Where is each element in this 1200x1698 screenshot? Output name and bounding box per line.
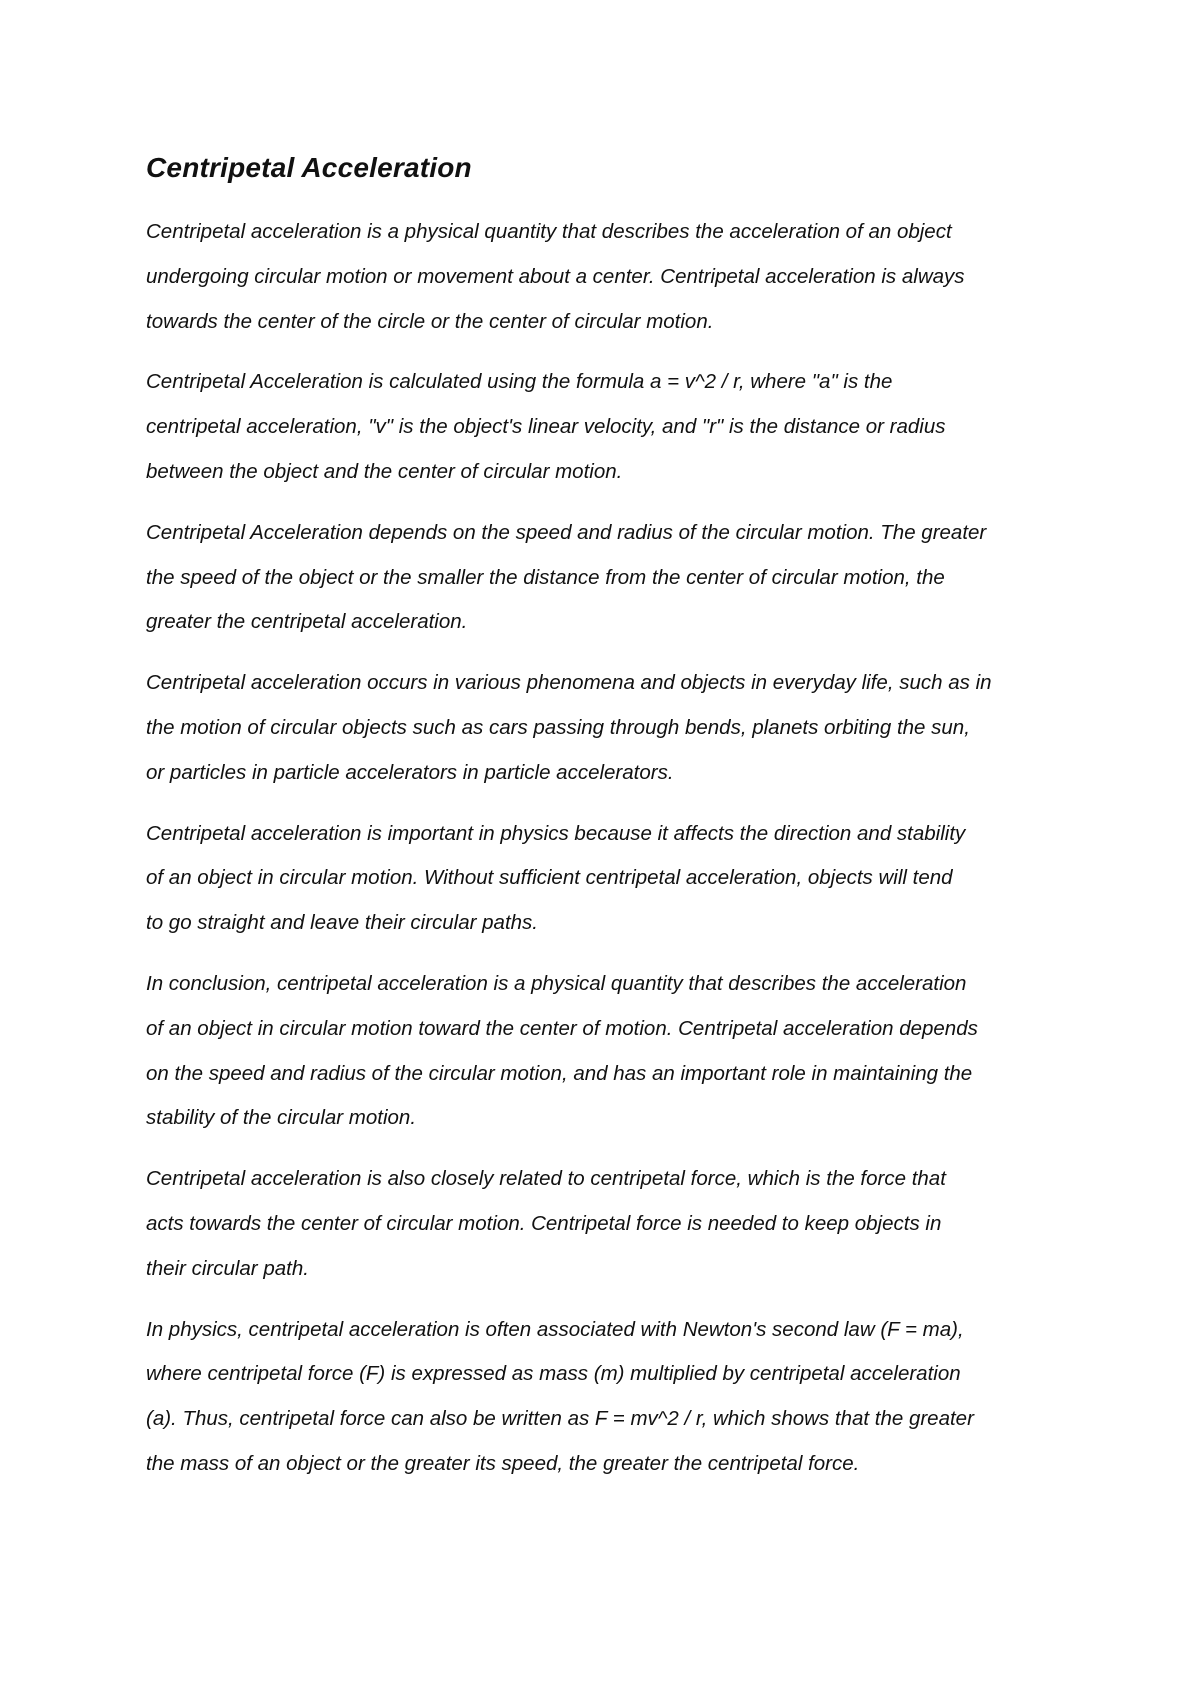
document-title: Centripetal Acceleration <box>146 152 472 183</box>
text-line: or particles in particle accelerators in particle accelerators. <box>146 760 674 784</box>
text-line: acts towards the center of circular motion. Centripetal force is needed to keep objects in <box>146 1211 942 1235</box>
paragraph-dependence <box>146 511 1066 645</box>
paragraph-formula <box>146 360 1066 494</box>
text-line: of an object in circular motion. Without sufficient centripetal acceleration, objects will tend <box>146 866 953 890</box>
text-line: Centripetal Acceleration depends on the speed and radius of the circular motion. The greater <box>146 520 987 544</box>
text-line: Centripetal acceleration is also closely related to centripetal force, which is the force that <box>146 1167 946 1191</box>
paragraph-definition <box>146 210 1066 344</box>
text-line: Centripetal Acceleration is calculated using the formula a = v^2 / r, where "a" is the <box>146 370 893 394</box>
text-line: centripetal acceleration, "v" is the object's linear velocity, and "r" is the distance or radius <box>146 415 946 439</box>
text-line: In physics, centripetal acceleration is often associated with Newton's second law (F = ma), <box>146 1317 964 1341</box>
paragraph-examples <box>146 661 1066 795</box>
text-line: greater the centripetal acceleration. <box>146 610 468 634</box>
text-line: stability of the circular motion. <box>146 1106 417 1130</box>
paragraph-importance <box>146 812 1066 946</box>
text-line: on the speed and radius of the circular motion, and has an important role in maintaining the <box>146 1061 973 1085</box>
text-line: (a). Thus, centripetal force can also be written as F = mv^2 / r, which shows that the greater <box>146 1407 974 1431</box>
text-line: between the object and the center of circular motion. <box>146 459 623 483</box>
paragraph-centripetal-force <box>146 1157 1066 1291</box>
text-line: to go straight and leave their circular paths. <box>146 911 538 935</box>
text-line: the speed of the object or the smaller the distance from the center of circular motion, the <box>146 565 945 589</box>
paragraph-newtons-law <box>146 1308 1066 1487</box>
text-line: of an object in circular motion toward the center of motion. Centripetal acceleration depends <box>146 1016 978 1040</box>
text-line: undergoing circular motion or movement about a center. Centripetal acceleration is always <box>146 264 965 288</box>
text-line: Centripetal acceleration is important in physics because it affects the direction and stability <box>146 821 966 845</box>
text-line: where centripetal force (F) is expressed as mass (m) multiplied by centripetal acceleration <box>146 1362 961 1386</box>
text-line: Centripetal acceleration is a physical quantity that describes the acceleration of an object <box>146 220 952 243</box>
document-body <box>146 148 1066 1503</box>
text-line: Centripetal acceleration occurs in various phenomena and objects in everyday life, such as in <box>146 671 992 695</box>
text-line: In conclusion, centripetal acceleration is a physical quantity that describes the acceleration <box>146 971 967 995</box>
text-line: towards the center of the circle or the center of circular motion. <box>146 309 714 333</box>
text-line: the motion of circular objects such as cars passing through bends, planets orbiting the sun, <box>146 715 970 739</box>
text-line: the mass of an object or the greater its speed, the greater the centripetal force. <box>146 1451 860 1475</box>
paragraph-conclusion <box>146 962 1066 1141</box>
text-line: their circular path. <box>146 1256 309 1280</box>
